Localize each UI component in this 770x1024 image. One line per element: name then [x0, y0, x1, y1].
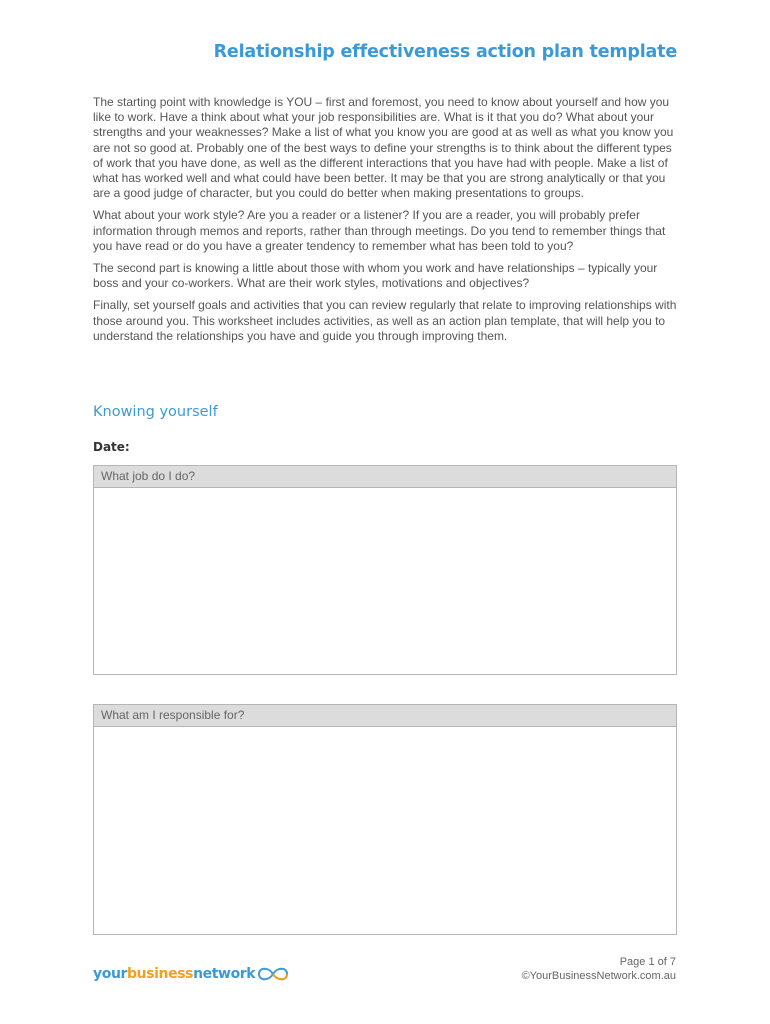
responsibilities-field[interactable] [94, 727, 676, 934]
box-header-label: What am I responsible for? [94, 705, 676, 727]
logo-text-your: your [93, 966, 128, 982]
paragraph: Finally, set yourself goals and activities that you can review regularly that relate to improving relationships with those around you. This worksheet includes activities, as well as an action plan template, that will help you to understand the relationships you have and guide you through improving them. [93, 298, 677, 343]
page-footer [522, 955, 676, 983]
date-label: Date: [93, 440, 130, 454]
job-description-box [93, 465, 677, 675]
responsibilities-box [93, 704, 677, 935]
page-number: Page 1 of 7 [619, 956, 676, 968]
copyright-text: ©YourBusinessNetwork.com.au [521, 970, 676, 982]
intro-text [93, 95, 681, 351]
paragraph: The starting point with knowledge is YOU – first and foremost, you need to know about yourself and how you like to work. Have a think about what your job responsibilities are. What is it that you do? What about your strengths and your weaknesses? Make a list of what you know you are good at as well as what you know you are not so good at. Probably one of the best ways to define your strengths is to think about the different types of work that you have done, as well as the different interactions that you have had with people. Make a list of what has worked well and what could have been better. It may be that you are strong analytically or that you are a good judge of character, but you could do better when making presentations to groups. [93, 95, 674, 201]
document-title: Relationship effectiveness action plan template [213, 42, 677, 62]
paragraph: The second part is knowing a little about those with whom you work and have relationships – typically your boss and your co-workers. What are their work styles, motivations and objectives? [93, 261, 658, 291]
logo-text-network: network [193, 966, 256, 982]
paragraph: What about your work style? Are you a reader or a listener? If you are a reader, you will probably prefer information through memos and reports, rather than through meetings. Do you tend to remember things that you have read or do you have a greater tendency to remember what has been told to you? [93, 208, 666, 253]
company-logo [93, 961, 290, 987]
box-header-label: What job do I do? [94, 466, 676, 488]
logo-text-business: business [127, 966, 194, 982]
infinity-loop-icon [256, 963, 290, 985]
job-description-field[interactable] [94, 488, 676, 674]
section-heading: Knowing yourself [93, 404, 218, 420]
